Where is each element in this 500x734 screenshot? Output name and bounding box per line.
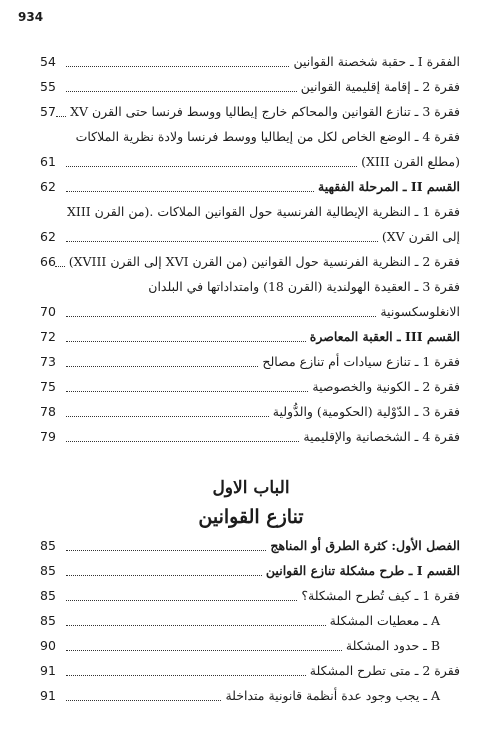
table-of-contents [22,52,480,711]
toc-entry-title: القسم II ـ المرحلة الفقهية [318,179,460,194]
toc-section-b [22,536,480,711]
toc-entry [22,227,480,252]
toc-entry [22,77,480,102]
toc-page-number: 78 [40,404,56,419]
dot-leader [66,550,266,551]
toc-page-number: 54 [40,54,56,69]
toc-entry-line [62,402,460,422]
toc-entry-line [62,252,460,272]
dot-leader [66,191,314,192]
toc-page-number: 85 [40,613,56,628]
toc-entry-title: إلى القرن XV) [381,229,460,244]
dot-leader [66,241,378,242]
toc-entry-line [62,52,460,72]
toc-entry-line [62,661,460,681]
part-title: تنازع القوانين [198,506,304,528]
toc-entry [22,636,480,661]
toc-entry [22,352,480,377]
toc-entry-line [62,377,460,397]
toc-page-number: 62 [40,229,56,244]
toc-entry [22,611,480,636]
toc-entry-line [62,177,460,197]
dot-leader [66,366,258,367]
toc-entry-title: فقرة 4 ـ الشخصانية والإقليمية [303,429,460,444]
toc-entry-title: الانغلوسكسونية [380,304,460,319]
toc-entry [22,586,480,611]
toc-entry-line [62,352,460,372]
dot-leader [66,91,297,92]
dot-leader [66,441,299,442]
dot-leader [66,416,269,417]
toc-entry [22,152,480,177]
toc-entry [22,277,480,302]
toc-entry [22,536,480,561]
toc-entry-title: الفصل الأول: كثرة الطرق أو المناهج [270,538,460,553]
toc-entry-title: فقرة 2 ـ الكونية والخصوصية [312,379,460,394]
toc-page-number: 85 [40,538,56,553]
toc-entry-line [62,152,460,172]
toc-entry [22,127,480,152]
toc-page-number: 72 [40,329,56,344]
dot-leader [66,600,297,601]
toc-page-number: 90 [40,638,56,653]
toc-page-number: 91 [40,663,56,678]
toc-page-number: 57 [40,104,56,119]
toc-entry [22,52,480,77]
toc-entry-title: فقرة 3 ـ العقيدة الهولندية (القرن 18) وامتداداتها في البلدان [148,279,460,294]
toc-entry [22,686,480,711]
toc-entry [22,252,480,277]
toc-page-number: 73 [40,354,56,369]
toc-entry-line [62,611,440,631]
toc-entry-title: فقرة 1 ـ النظرية الإيطالية الفرنسية حول القوانين الملاكات .(من القرن XIII [66,204,460,219]
toc-page-number: 79 [40,429,56,444]
dot-leader [66,166,357,167]
dot-leader [66,316,376,317]
toc-entry [22,377,480,402]
toc-page-number: 62 [40,179,56,194]
dot-leader [66,341,306,342]
toc-entry-title: فقرة 1 ـ كيف تُطرح المشكلة؟ [301,588,460,603]
toc-entry-title: القسم I ـ طرح مشكلة تنازع القوانين [265,563,460,578]
toc-entry-line [62,327,460,347]
toc-entry-title: الفقرة I ـ حقبة شخصنة القوانين [293,54,460,69]
dot-leader [66,391,308,392]
toc-entry-line [62,302,460,322]
page-number: 934 [18,10,44,24]
toc-entry-title: فقرة 3 ـ تنازع القوانين والمحاكم خارج إيطاليا ووسط فرنسا حتى القرن XV [70,104,460,119]
toc-page-number: 91 [40,688,56,703]
toc-entry-title: (مطلع القرن XIII) [361,154,460,169]
toc-entry-line [62,536,460,556]
toc-page-number: 66 [40,254,56,269]
dot-leader [66,675,306,676]
toc-entry-line [62,586,460,606]
part-heading: الباب الاول [212,478,290,498]
toc-entry-line [62,636,440,656]
toc-entry [22,661,480,686]
toc-entry [22,402,480,427]
toc-page-number: 55 [40,79,56,94]
toc-entry [22,202,480,227]
toc-entry [22,327,480,352]
toc-entry-line [62,686,440,706]
toc-page-number: 75 [40,379,56,394]
toc-entry-title: فقرة 1 ـ تنازع سيادات أم تنازع مصالح [262,354,460,369]
toc-section-a [22,52,480,452]
toc-entry [22,427,480,452]
toc-entry-title: فقرة 2 ـ متى تطرح المشكلة [309,663,460,678]
dot-leader [66,700,221,701]
toc-entry-line [62,561,460,581]
dot-leader [66,66,289,67]
toc-entry-title: فقرة 4 ـ الوضع الخاص لكل من إيطاليا ووسط فرنسا ولادة نظرية الملاكات [75,129,460,144]
dot-leader [66,625,326,626]
dot-leader [66,575,262,576]
toc-entry-title: A ـ معطيات المشكلة [329,613,440,628]
toc-entry-title: فقرة 3 ـ الدّوْلية (الحكومية) والدُّولية [272,404,460,419]
toc-page-number: 85 [40,588,56,603]
toc-page-number: 85 [40,563,56,578]
toc-entry-line [62,77,460,97]
toc-entry-title: فقرة 2 ـ إقامة إقليمية القوانين [300,79,460,94]
toc-entry-line [62,427,460,447]
toc-entry [22,561,480,586]
toc-entry-line [62,227,460,247]
toc-entry-line [62,102,460,122]
toc-entry-title: القسم III ـ العقبة المعاصرة [309,329,460,344]
toc-entry [22,102,480,127]
toc-entry-title: فقرة 2 ـ النظرية الفرنسية حول القوانين (من القرن XVI إلى القرن XVIII) [68,254,460,269]
toc-entry-title: B ـ حدود المشكلة [345,638,440,653]
toc-entry-title: A ـ يجب وجود عدة أنظمة قانونية متداخلة [225,688,440,703]
toc-entry [22,177,480,202]
toc-entry [22,302,480,327]
toc-page-number: 70 [40,304,56,319]
dot-leader [66,650,342,651]
toc-page-number: 61 [40,154,56,169]
